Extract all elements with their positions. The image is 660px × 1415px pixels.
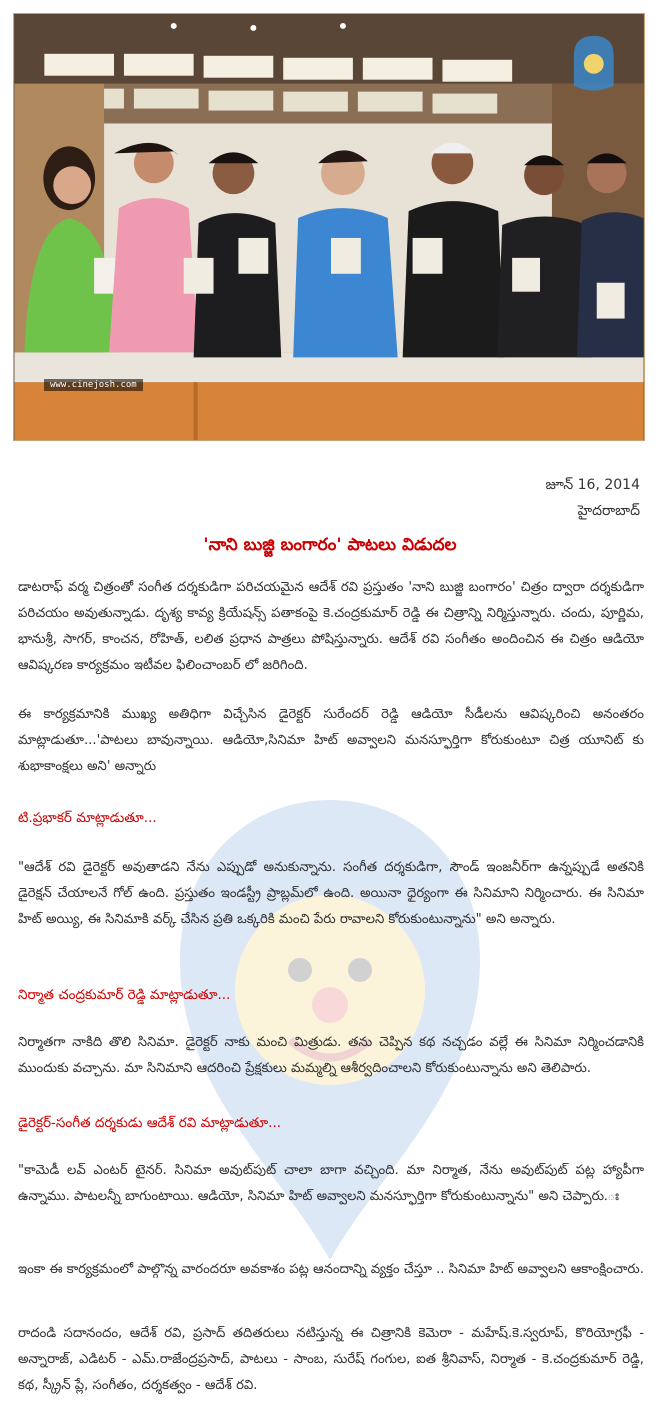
article-paragraph-3: "ఆదేశ్ రవి డైరెక్టర్ అవుతాడని నేను ఎప్పుడో అనుకున్నాను. సంగీత దర్శకుడిగా, సౌండ్ ఇంజనీర్‌గా ఉన్నప్పుడే అతనికి డైరెక్షన్ చేయాలనే గోల్ ఉంది. ప్రస్తుతం ఇండస్ట్రీ ప్రాబ్లమ్‌లో ఉంది. అయినా ధైర్యంగా ఈ సినిమాని నిర్మించారు. ఈ సినిమా హిట్ అయ్యి, ఈ సినిమాకి వర్క్ చేసిన ప్రతి ఒక్కరికి మంచి పేరు రావాలని కోరుకుంటున్నాను" అని అన్నారు. [18, 860, 644, 927]
event-photo-illustration [14, 14, 644, 440]
article-meta [545, 472, 640, 524]
article-location: హైదరాబాద్ [577, 503, 640, 519]
subhead-producer: నిర్మాత చంద్రకుమార్ రెడ్డి మాట్లాడుతూ... [18, 987, 231, 1003]
article-paragraph-6: ఇంకా ఈ కార్యక్రమంలో పాల్గొన్న వారందరూ అవకాశం పట్ల ఆనందాన్ని వ్యక్తం చేస్తూ .. సినిమా హిట్ అవ్వాలని ఆకాంక్షించారు. [18, 1262, 644, 1277]
article-paragraph-5: "కామెడీ లవ్ ఎంటర్ టైనర్. సినిమా అవుట్‌పుట్ చాలా బాగా వచ్చింది. మా నిర్మాత, నేను అవుట్‌పుట్ పట్ల హ్యాపీగా ఉన్నాము. పాటలన్నీ బాగుంటాయి. ఆడియో, సినిమా హిట్ అవ్వాలని మనస్ఫూర్తిగా కోరుకుంటున్నాను" అని చెప్పారు.ః [18, 1163, 644, 1204]
article-paragraph-2: ఈ కార్యక్రమానికి ముఖ్య అతిధిగా విచ్చేసిన డైరెక్టర్ సురేందర్ రెడ్డి ఆడియో సీడీలను ఆవిష్కరించి అనంతరం మాట్లాడుతూ...'పాటలు బావున్నాయి. ఆడియో,సినిమా హిట్ అవ్వాలని మనస్ఫూర్తిగా కోరుకుంటూ చిత్ర యూనిట్ కు శుభాకాంక్షలు అని' అన్నారు [18, 707, 644, 774]
article-paragraph-7: రాదండి సదానందం, ఆదేశ్ రవి, ప్రసాద్ తదితరులు నటిస్తున్న ఈ చిత్రానికి కెమెరా - మహేష్.కె.స్వరూప్, కొరియోగ్రఫీ - అన్నారాజ్, ఎడిటర్ - ఎమ్.రాజేంద్రప్రసాద్, పాటలు - సాంబ, సురేష్ గంగుల, ఐత శ్రీనివాస్, నిర్మాత - కె.చంద్రకుమార్ రెడ్డి, కథ, స్క్రీన్ ప్లే, సంగీతం, దర్శకత్వం - ఆదేశ్ రవి. [18, 1326, 644, 1393]
event-photo [13, 13, 645, 441]
article-date: జూన్ 16, 2014 [545, 477, 640, 493]
article-paragraph-4: నిర్మాతగా నాకిది తొలి సినిమా. డైరెక్టర్ నాకు మంచి మిత్రుడు. తను చెప్పిన కథ నచ్చడం వల్లే ఈ సినిమా నిర్మించడానికి ముందుకు వచ్చాను. మా సినిమాని ఆదరించి ప్రేక్షకులు మమ్మల్ని ఆశీర్వదించాలని కోరుకుంటున్నాను అని తెలిపారు. [18, 1035, 644, 1076]
subhead-prabhakar: టి.ప్రభాకర్ మాట్లాడుతూ... [18, 810, 157, 826]
photo-watermark-url: www.cinejosh.com [44, 379, 143, 391]
article-paragraph-1: డాటరాఫ్ వర్మ చిత్రంతో సంగీత దర్శకుడిగా పరిచయమైన ఆదేశ్ రవి ప్రస్తుతం 'నాని బుజ్జి బంగారం' చిత్రం ద్వారా దర్శకుడిగా పరిచయం అవుతున్నాడు. దృశ్య కావ్య క్రియేషన్స్ పతాకంపై కె.చంద్రకుమార్ రెడ్డి ఈ చిత్రాన్ని నిర్మిస్తున్నారు. చందు, పూర్ణిమ, భానుశ్రీ, సాగర్, కాంచన, రోహిత్, లలిత ప్రధాన పాత్రలు పోషిస్తున్నారు. ఆదేశ్ రవి సంగీతం అందించిన ఈ చిత్రం ఆడియో ఆవిష్కరణ కార్యక్రమం ఇటీవల ఫిలించాంబర్ లో జరిగింది. [18, 580, 644, 673]
article-title: 'నాని బుజ్జి బంగారం' పాటలు విడుదల [203, 535, 457, 555]
subhead-director: డైరెక్టర్-సంగీత దర్శకుడు ఆదేశ్ రవి మాట్లాడుతూ... [18, 1115, 282, 1131]
